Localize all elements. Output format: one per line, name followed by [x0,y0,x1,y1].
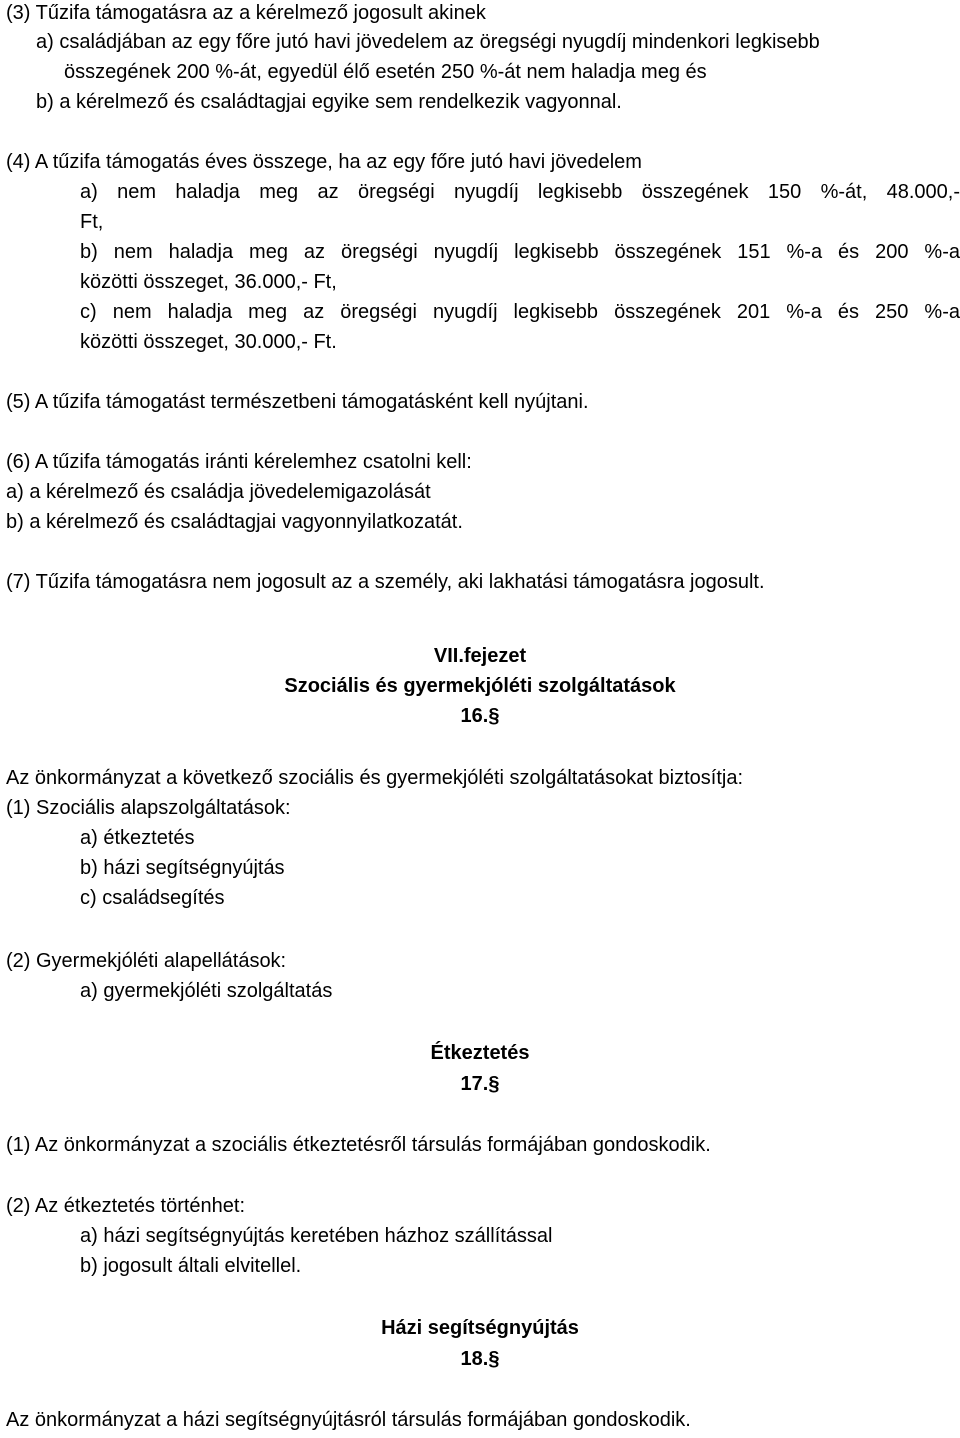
section-16-paragraph-1-item-c: c) családsegítés [80,887,225,909]
chapter-number: VII.fejezet [433,645,527,667]
paragraph-6-intro: (6) A tűzifa támogatás iránti kérelemhez csatolni kell: [6,451,472,473]
paragraph-3-item-a-line1: a) családjában az egy főre jutó havi jövedelem az öregségi nyugdíj mindenkori legkisebb [36,31,820,53]
section-18-paragraph: Az önkormányzat a házi segítségnyújtásról társulás formájában gondoskodik. [6,1409,691,1431]
section-16-paragraph-2-item-a: a) gyermekjóléti szolgáltatás [80,980,333,1002]
hazi-segitsegnyujtas-title: Házi segítségnyújtás [381,1317,579,1339]
paragraph-3-item-a-line2: összegének 200 %-át, egyedül élő esetén 250 %-át nem haladja meg és [64,61,707,83]
paragraph-4-item-c-line2: közötti összeget, 30.000,- Ft. [80,331,337,353]
section-17-heading: 17.§ [460,1073,500,1095]
section-16-intro: Az önkormányzat a következő szociális és gyermekjóléti szolgáltatásokat biztosítja: [6,767,744,789]
paragraph-6-item-a: a) a kérelmező és családja jövedelemigazolását [6,481,431,503]
paragraph-3-item-b: b) a kérelmező és családtagjai egyike sem rendelkezik vagyonnal. [36,91,622,113]
paragraph-7: (7) Tűzifa támogatásra nem jogosult az a személy, aki lakhatási támogatásra jogosult. [6,571,765,593]
etkeztetes-title: Étkeztetés [430,1042,530,1064]
section-17-paragraph-1: (1) Az önkormányzat a szociális étkeztetésről társulás formájában gondoskodik. [6,1134,711,1156]
section-17-paragraph-2-item-a: a) házi segítségnyújtás keretében házhoz szállítással [80,1225,553,1247]
section-16-paragraph-2: (2) Gyermekjóléti alapellátások: [6,950,287,972]
chapter-title: Szociális és gyermekjóléti szolgáltatások [284,675,676,697]
section-16-heading: 16.§ [460,705,500,727]
paragraph-4-item-b-line2: közötti összeget, 36.000,- Ft, [80,271,337,293]
section-18-heading: 18.§ [460,1348,500,1370]
section-16-paragraph-1: (1) Szociális alapszolgáltatások: [6,797,291,819]
paragraph-6-item-b: b) a kérelmező és családtagjai vagyonnyilatkozatát. [6,511,463,533]
section-17-paragraph-2: (2) Az étkeztetés történhet: [6,1195,246,1217]
paragraph-4-item-a-line1: a) nem haladja meg az öregségi nyugdíj legkisebb összegének 150 %-át, 48.000,- [80,181,960,203]
paragraph-4-item-b-line1: b) nem haladja meg az öregségi nyugdíj legkisebb összegének 151 %-a és 200 %-a [80,241,960,263]
paragraph-3-intro: (3) Tűzifa támogatásra az a kérelmező jogosult akinek [6,2,486,24]
section-17-paragraph-2-item-b: b) jogosult általi elvitellel. [80,1255,302,1277]
section-16-paragraph-1-item-a: a) étkeztetés [80,827,195,849]
paragraph-4-item-a-line2: Ft, [80,211,104,233]
section-16-paragraph-1-item-b: b) házi segítségnyújtás [80,857,285,879]
paragraph-5: (5) A tűzifa támogatást természetbeni támogatásként kell nyújtani. [6,391,589,413]
paragraph-4-item-c-line1: c) nem haladja meg az öregségi nyugdíj legkisebb összegének 201 %-a és 250 %-a [80,301,960,323]
paragraph-4-intro: (4) A tűzifa támogatás éves összege, ha az egy főre jutó havi jövedelem [6,151,642,173]
